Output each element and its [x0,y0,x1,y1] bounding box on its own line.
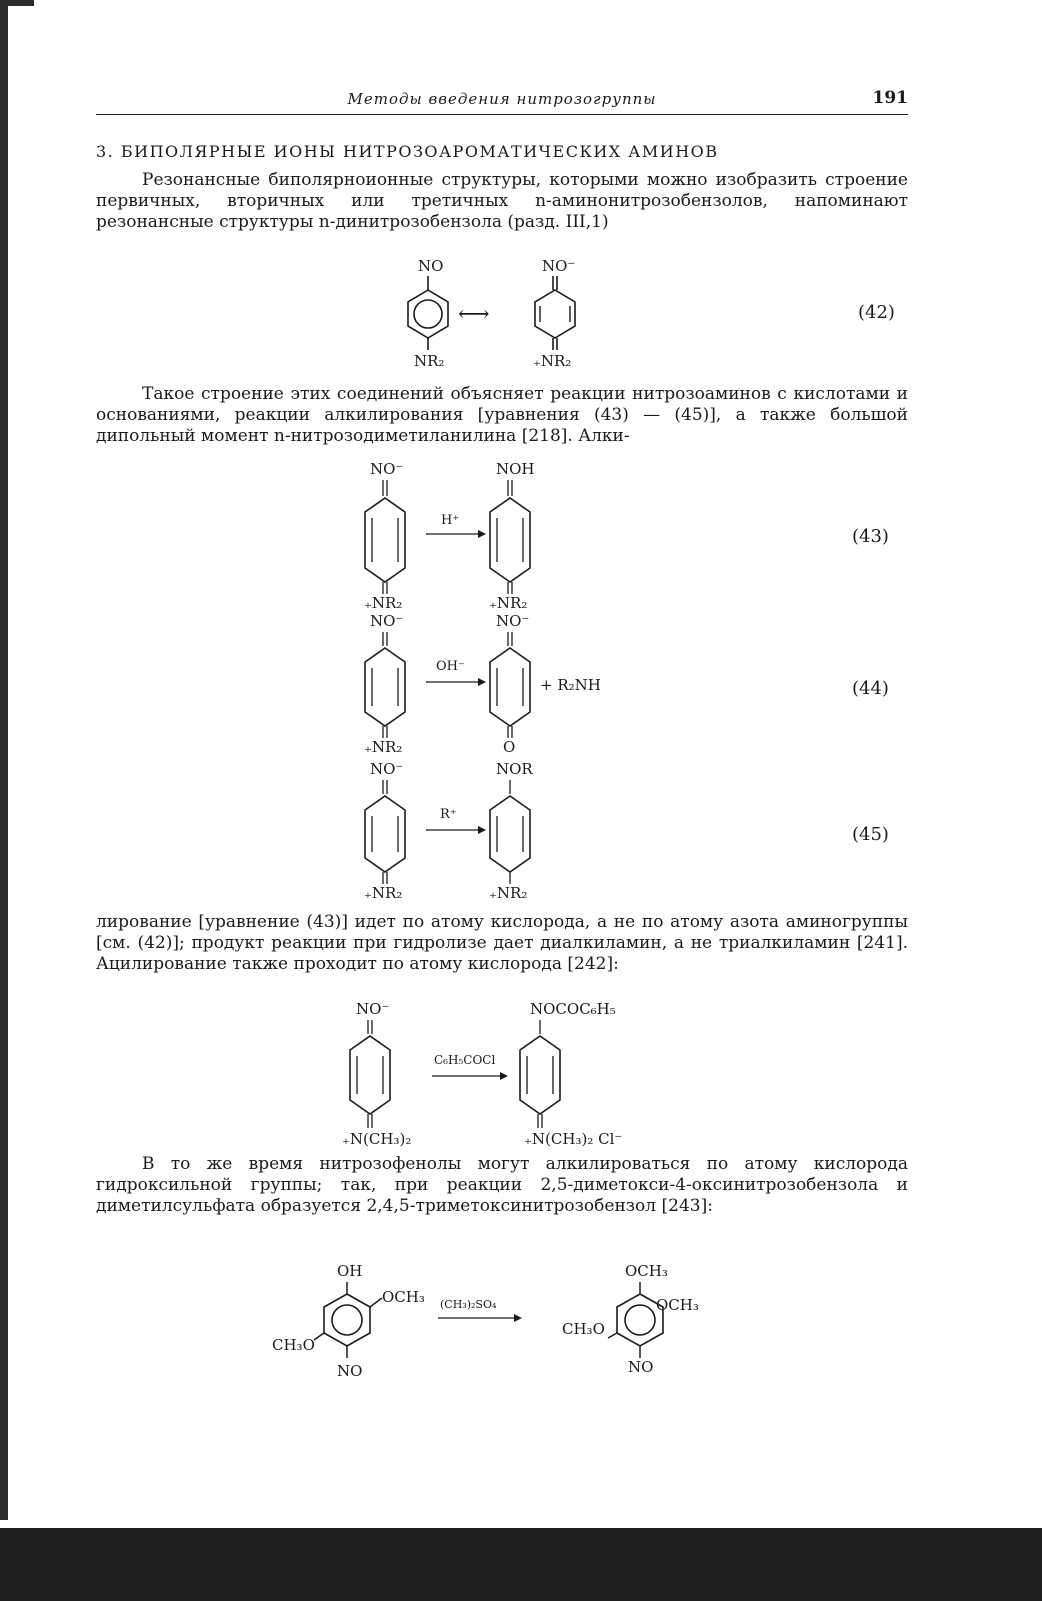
eq45-right-top: NOR [496,760,533,778]
acyl-left-top: NO⁻ [356,1000,390,1018]
paragraph-3: лирование [уравнение (43)] идет по атому кислорода, а не по атому азота аминогруппы [см. (42)]; продукт реакции при гидролизе дает диалкиламин, а не триалкиламин [241]. Ацилирование также проходит по атому кислорода [242]: [96,912,908,974]
eq44-right-bottom: O [503,738,516,756]
eq45-left-top: NO⁻ [370,760,404,778]
running-title: Методы введения нитрозогруппы [347,90,657,108]
eq44-left-bottom: ₊NR₂ [364,738,403,756]
eq45-number: (45) [852,824,889,845]
acyl-reagent: C₆H₅COCl [434,1053,496,1067]
eq43-right-top: NOH [496,460,535,478]
eq44-byproduct: + R₂NH [540,676,601,694]
eq44-reagent: OH⁻ [436,659,465,674]
page-number: 191 [872,88,908,108]
eq44-right-top: NO⁻ [496,612,530,630]
paragraph-1: Резонансные биполярноионные структуры, которыми можно изобразить строение первичных, вторичных или третичных n-аминонитрозобензолов, напоминают резонансные структуры n-динитрозобензола (разд. III,1) [96,170,908,232]
methyl-right-right: OCH₃ [656,1296,699,1314]
eq43-left-bottom: ₊NR₂ [364,594,403,612]
methyl-right-left: CH₃O [562,1320,605,1338]
paragraph-4: В то же время нитрозофенолы могут алкилироваться по атому кислорода гидроксильной группы; так, при реакции 2,5-диметокси-4-оксинитрозобензола и диметилсульфата образуется 2,4,5-триметоксинитрозобензол [243]: [96,1154,908,1216]
paragraph-2: Такое строение этих соединений объясняет реакции нитрозоаминов с кислотами и основаниями, реакции алкилирования [уравнения (43) — (45)], а также большой дипольный момент n-нитрозодиметиланилина [218]. Алки- [96,384,908,446]
acyl-right-bottom: ₊N(CH₃)₂ Cl⁻ [524,1130,623,1148]
eq43-reagent: H⁺ [441,513,460,528]
methyl-right-bottom: NO [628,1358,654,1376]
eq42-left-top: NO [418,257,444,275]
methyl-left-left: CH₃O [272,1336,315,1354]
acyl-right-top: NOCOC₆H₅ [530,1000,616,1018]
eq42-left-bottom: NR₂ [414,352,445,370]
eq42-number: (42) [858,302,895,323]
eq45-right-bottom: ₊NR₂ [489,884,528,902]
eq44-number: (44) [852,678,889,699]
acyl-left-bottom: ₊N(CH₃)₂ [342,1130,412,1148]
eq43-number: (43) [852,526,889,547]
eq42-right-top: NO⁻ [542,257,576,275]
eq43-left-top: NO⁻ [370,460,404,478]
methyl-left-right: OCH₃ [382,1288,425,1306]
scan-bottom-edge [0,1528,1042,1601]
section-title: 3. БИПОЛЯРНЫЕ ИОНЫ НИТРОЗОАРОМАТИЧЕСКИХ АМИНОВ [96,142,719,161]
methyl-left-bottom: NO [337,1362,363,1380]
methyl-left-top: OH [337,1262,363,1280]
eq44-left-top: NO⁻ [370,612,404,630]
methyl-right-top: OCH₃ [625,1262,668,1280]
eq42-arrow: ⟷ [458,302,490,327]
eq42-right-bottom: ₊NR₂ [533,352,572,370]
eq45-left-bottom: ₊NR₂ [364,884,403,902]
eq43-right-bottom: ₊NR₂ [489,594,528,612]
eq45-reagent: R⁺ [440,807,457,822]
methyl-reagent: (CH₃)₂SO₄ [440,1298,497,1311]
